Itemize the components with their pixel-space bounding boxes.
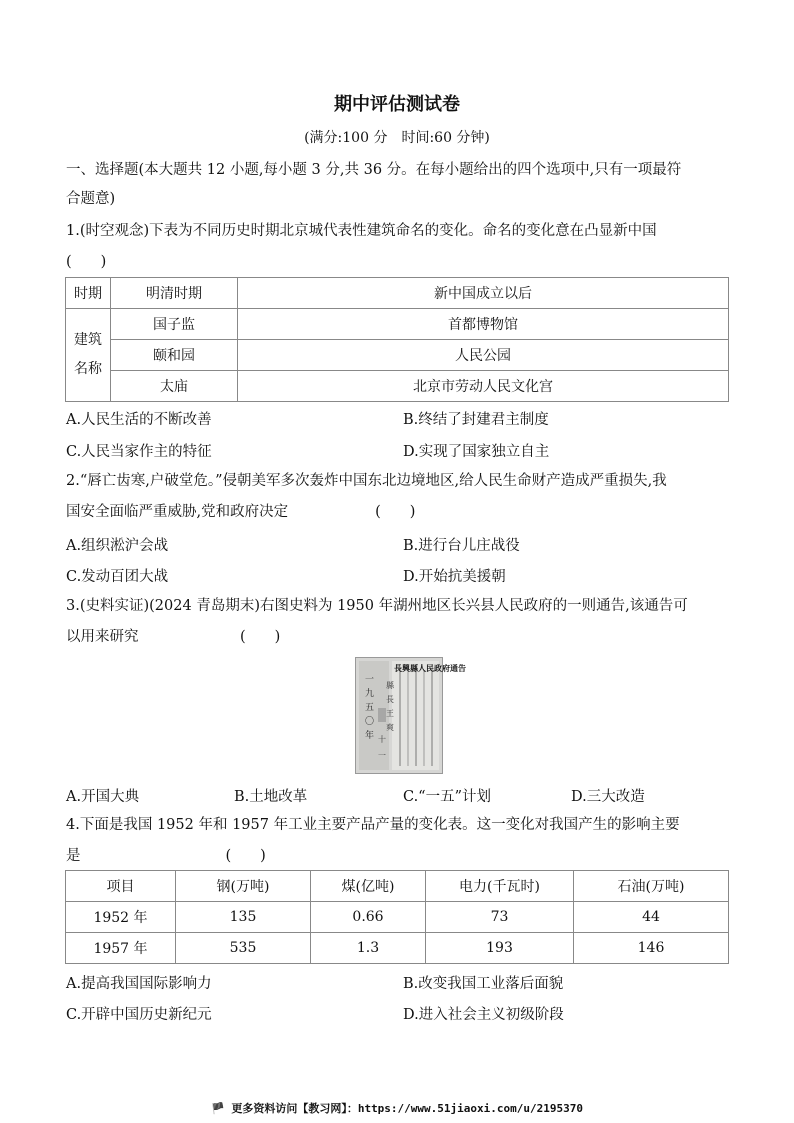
- q4-option-d[interactable]: D.进入社会主义初级阶段: [403, 1007, 564, 1023]
- question-1-stem: 1.(时空观念)下表为不同历史时期北京城代表性建筑命名的变化。命名的变化意在凸显新中国: [66, 223, 657, 239]
- table-header-new-china: 新中国成立以后: [238, 278, 729, 309]
- svg-text:十: 十: [378, 735, 386, 744]
- table-header-period: 时期: [66, 278, 111, 309]
- question-3-stem: 3.(史料实证)(2024 青岛期末)右图史料为 1950 年湖州地区长兴县人民政府的一则通告,该通告可: [66, 598, 688, 614]
- svg-text:爽: 爽: [386, 723, 394, 732]
- q1-option-b[interactable]: B.终结了封建君主制度: [403, 412, 549, 428]
- table-cell: 135: [176, 902, 311, 933]
- table-header: 钢(万吨): [176, 871, 311, 902]
- q3-option-b[interactable]: B.土地改革: [234, 789, 308, 805]
- svg-text:長: 長: [386, 695, 394, 704]
- table-cell-old: 太庙: [111, 371, 238, 402]
- svg-text:王: 王: [386, 709, 394, 718]
- table-cell-new: 首都博物馆: [238, 309, 729, 340]
- question-3-stem-line2: 以用来研究 ( ): [66, 629, 281, 645]
- footer-link[interactable]: 🏴 更多资料访问【教习网】：https://www.51jiaoxi.com/u/2195370: [211, 1102, 583, 1115]
- q4-option-a[interactable]: A.提高我国国际影响力: [66, 976, 212, 992]
- table-cell-old: 颐和园: [111, 340, 238, 371]
- notice-header-text: 長興縣人民政府通告: [394, 663, 466, 673]
- q2-option-a[interactable]: A.组织淞沪会战: [66, 538, 169, 554]
- table-cell: 146: [574, 933, 729, 964]
- svg-text:一: 一: [378, 751, 386, 760]
- question-1-table: [65, 277, 729, 402]
- q4-option-c[interactable]: C.开辟中国历史新纪元: [66, 1007, 212, 1023]
- q3-option-a[interactable]: A.开国大典: [66, 789, 140, 805]
- table-cell: 1957 年: [66, 933, 176, 964]
- historical-notice-image: [355, 657, 466, 774]
- question-2-stem-line2: 国安全面临严重威胁,党和政府决定 ( ): [66, 504, 416, 520]
- table-cell-new: 北京市劳动人民文化宫: [238, 371, 729, 402]
- q2-option-d[interactable]: D.开始抗美援朝: [403, 569, 506, 585]
- table-cell-new: 人民公园: [238, 340, 729, 371]
- table-cell: 0.66: [311, 902, 426, 933]
- table-cell: 73: [426, 902, 574, 933]
- notice-date-text: 一: [365, 675, 375, 685]
- table-header-mingqing: 明清时期: [111, 278, 238, 309]
- question-4-stem-line2: 是 ( ): [66, 848, 266, 864]
- q3-option-d[interactable]: D.三大改造: [571, 789, 645, 805]
- page-title: 期中评估测试卷: [334, 94, 460, 115]
- question-2-stem: 2.“唇亡齿寒,户破堂危。”侵朝美军多次轰炸中国东北边境地区,给人民生命财产造成严重损失,我: [66, 473, 667, 489]
- section-instruction-line2: 合题意): [66, 191, 116, 207]
- q1-option-a[interactable]: A.人民生活的不断改善: [66, 412, 212, 428]
- question-1-bracket: ( ): [66, 254, 107, 270]
- table-cell: 44: [574, 902, 729, 933]
- q1-option-c[interactable]: C.人民当家作主的特征: [66, 444, 212, 460]
- notice-sign-text: 縣: [386, 681, 394, 690]
- table-header: 石油(万吨): [574, 871, 729, 902]
- svg-text:〇: 〇: [365, 717, 375, 727]
- table-row: [66, 902, 729, 933]
- row-label-line1: 建筑: [74, 332, 102, 348]
- section-instruction-line1: 一、选择题(本大题共 12 小题,每小题 3 分,共 36 分。在每小题给出的四个选项中,只有一项最符: [66, 162, 682, 178]
- q2-option-c[interactable]: C.发动百团大战: [66, 569, 169, 585]
- table-row-label: [66, 309, 111, 402]
- table-cell: 1.3: [311, 933, 426, 964]
- page-subtitle: (满分:100 分 时间:60 分钟): [304, 130, 490, 146]
- table-cell-old: 国子监: [111, 309, 238, 340]
- notice-document-graphic: [356, 658, 466, 773]
- table-cell: 193: [426, 933, 574, 964]
- svg-text:年: 年: [365, 731, 375, 741]
- q2-option-b[interactable]: B.进行台儿庄战役: [403, 538, 520, 554]
- table-cell: 1952 年: [66, 902, 176, 933]
- question-4-table: [65, 870, 729, 964]
- row-label-line2: 名称: [74, 361, 102, 377]
- q3-option-c[interactable]: C.“一五”计划: [403, 789, 492, 805]
- table-header: 煤(亿吨): [311, 871, 426, 902]
- svg-text:五: 五: [365, 703, 375, 713]
- q4-option-b[interactable]: B.改变我国工业落后面貌: [403, 976, 564, 992]
- table-cell: 535: [176, 933, 311, 964]
- svg-text:九: 九: [365, 689, 375, 699]
- table-row: [66, 933, 729, 964]
- question-4-stem: 4.下面是我国 1952 年和 1957 年工业主要产品产量的变化表。这一变化对我国产生的影响主要: [66, 817, 680, 833]
- q1-option-d[interactable]: D.实现了国家独立自主: [403, 444, 550, 460]
- table-header: 项目: [66, 871, 176, 902]
- table-header: 电力(千瓦时): [426, 871, 574, 902]
